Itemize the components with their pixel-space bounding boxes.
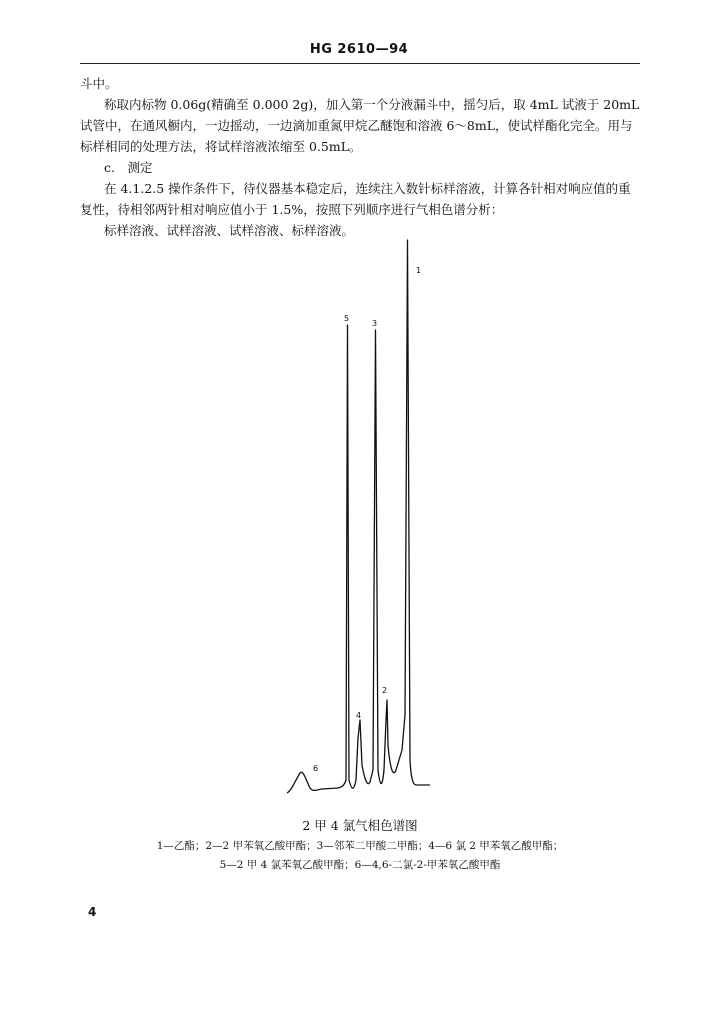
peak-label-4: 4 [356,711,362,720]
document-code-header: HG 2610—94 [309,42,409,57]
paragraph-sequence: 标样溶液、试样溶液、试样溶液、标样溶液。 [104,223,355,238]
section-heading-measurement: c. 测定 [104,160,153,175]
paragraph-sample-prep: 称取内标物 0.06g(精确至 0.000 2g)，加入第一个分液漏斗中，摇匀后，取 4mL 试液于 20mL 试管中，在通风橱内，一边摇动，一边滴加重氮甲烷乙醚饱和溶液 6～8mL，使试样酯化完全。用与标样相同的处理方法，将试样溶液浓缩至 0.5mL。 [80,97,640,154]
figure-caption: 2 甲 4 氯气相色谱图 [302,818,418,833]
peak-label-5: 5 [344,314,350,323]
paragraph-measurement: 在 4.1.2.5 操作条件下，待仪器基本稳定后，连续注入数针标样溶液，计算各针相对响应值的重复性，待相邻两针相对响应值小于 1.5%，按照下列顺序进行气相色谱分析： [80,181,631,217]
figure-legend-line-2: 5—2 甲 4 氯苯氧乙酸甲酯；6—4,6-二氯-2-甲苯氧乙酸甲酯 [219,859,501,871]
peak-label-6: 6 [313,764,319,773]
peak-label-3: 3 [372,319,378,328]
paragraph-continuation: 斗中。 [80,76,118,91]
peak-label-1: 1 [416,266,422,275]
figure-legend-line-1: 1—乙酯；2—2 甲苯氧乙酸甲酯；3—邻苯二甲酸二甲酯；4—6 氯 2 甲苯氧乙酸甲酯； [156,840,564,852]
page-number: 4 [88,905,97,919]
peak-label-2: 2 [382,686,388,695]
